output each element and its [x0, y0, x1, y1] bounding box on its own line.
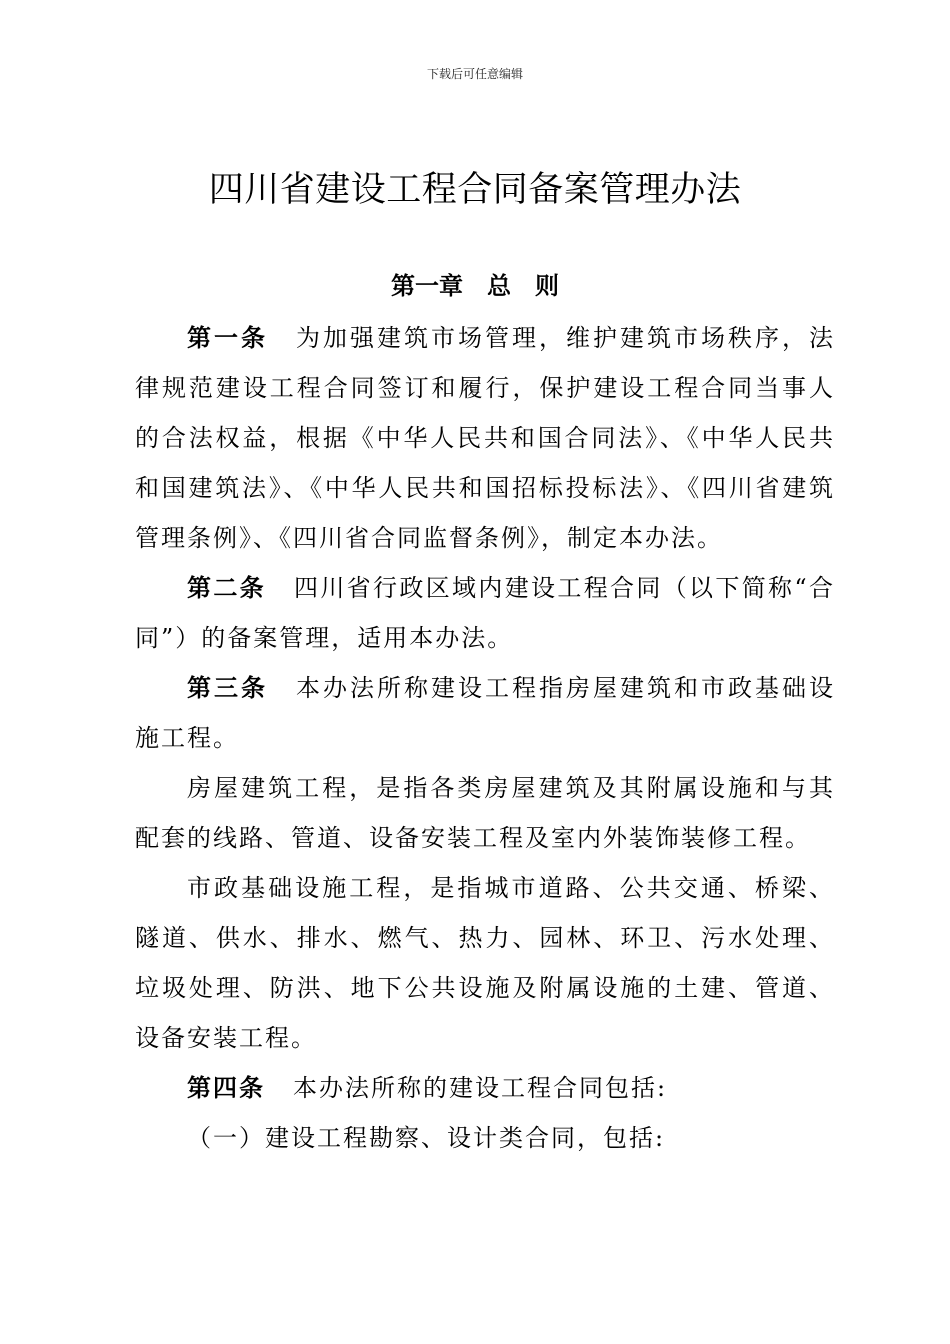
- article-3: [135, 663, 835, 763]
- header-note: 下载后可任意编辑: [426, 67, 523, 81]
- article-4-label: 第四条: [187, 1073, 265, 1102]
- article-4-text: 本办法所称的建设工程合同包括:: [293, 1074, 668, 1102]
- document-body: [135, 313, 835, 1163]
- article-2-text: 四川省行政区域内建设工程合同（以下简称“合同”）的备案管理，适用本办法。: [135, 574, 835, 652]
- article-3-label: 第三条: [187, 673, 268, 702]
- list-item-1: （一）建设工程勘察、设计类合同，包括:: [187, 1124, 666, 1152]
- article-1-label: 第一条: [187, 323, 268, 352]
- article-4: [135, 1063, 835, 1113]
- article-1-text: 为加强建筑市场管理，维护建筑市场秩序，法律规范建设工程合同签订和履行，保护建设工程合同当事人的合法权益，根据《中华人民共和国合同法》、《中华人民共和国建筑法》、《中华人民共和国招标投标法》、《四川省建筑管理条例》、《四川省合同监督条例》，制定本办法。: [135, 324, 835, 552]
- article-3-text: 本办法所称建设工程指房屋建筑和市政基础设施工程。: [135, 674, 835, 752]
- paragraph-housing: 房屋建筑工程，是指各类房屋建筑及其附属设施和与其配套的线路、管道、设备安装工程及室内外装饰装修工程。: [135, 774, 835, 852]
- article-2-label: 第二条: [187, 573, 267, 602]
- article-2: [135, 563, 835, 663]
- paragraph-municipal: 市政基础设施工程，是指城市道路、公共交通、桥梁、隧道、供水、排水、燃气、热力、园林、环卫、污水处理、垃圾处理、防洪、地下公共设施及附属设施的土建、管道、设备安装工程。: [135, 874, 835, 1052]
- article-1: [135, 313, 835, 563]
- chapter-heading: 第一章 总 则: [391, 271, 559, 300]
- document-title: 四川省建设工程合同备案管理办法: [208, 170, 742, 210]
